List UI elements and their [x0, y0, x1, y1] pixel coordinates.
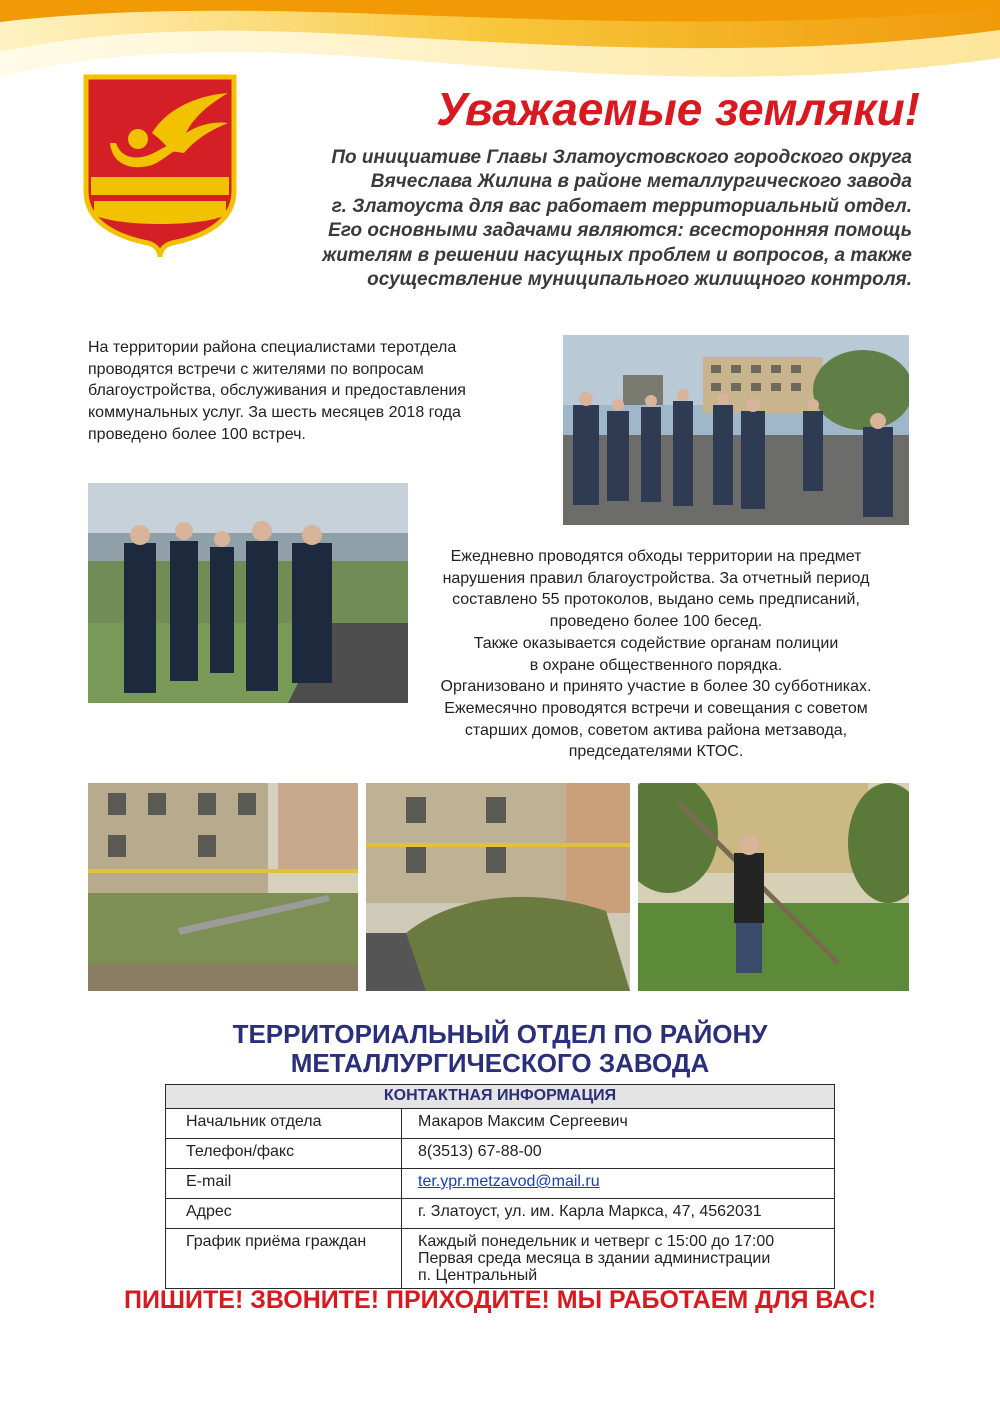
headline: Уважаемые земляки! [436, 83, 920, 135]
paragraph-line: нарушения правил благоустройства. За отчетный период [442, 569, 870, 587]
intro-line: Вячеслава Жилина в районе металлургического завода [370, 171, 912, 193]
email-link[interactable]: ter.ypr.metzavod@mail.ru [418, 1173, 600, 1190]
contact-row [166, 1199, 835, 1229]
coat-of-arms-logo [82, 73, 238, 259]
contact-value: Макаров Максим Сергеевич [402, 1109, 835, 1139]
intro-line: По инициативе Главы Златоустовского городского округа [331, 147, 912, 168]
photo-yard-cleanup-2 [366, 783, 630, 991]
contact-table [165, 1084, 835, 1289]
department-title [100, 1020, 900, 1078]
schedule-line: п. Центральный [418, 1267, 538, 1284]
contact-value: г. Златоуст, ул. им. Карла Маркса, 47, 4562031 [402, 1199, 835, 1229]
department-title-line: МЕТАЛЛУРГИЧЕСКОГО ЗАВОДА [290, 1048, 710, 1078]
photo-tree-cutting [638, 783, 909, 991]
contact-label: График приёма граждан [166, 1229, 402, 1289]
contact-row [166, 1169, 835, 1199]
contact-row [166, 1139, 835, 1169]
contact-header: КОНТАКТНАЯ ИНФОРМАЦИЯ [166, 1085, 835, 1109]
meetings-paragraph [88, 337, 528, 446]
paragraph-line: Организовано и принято участие в более 30 субботниках. [440, 678, 872, 696]
contact-row [166, 1229, 835, 1289]
intro-line: осуществление муниципального жилищного контроля. [367, 269, 912, 291]
contact-value [402, 1169, 835, 1199]
photo-police-patrol [88, 483, 408, 703]
paragraph-line: Ежемесячно проводятся встречи и совещания с советом [444, 699, 868, 717]
photo-residents-meeting [563, 335, 909, 525]
intro-text [300, 146, 912, 292]
contact-row [166, 1109, 835, 1139]
paragraph-line: Также оказывается содействие органам полиции [473, 634, 839, 652]
schedule-line: Каждый понедельник и четверг с 15:00 до 17:00 [418, 1233, 775, 1250]
contact-label: Начальник отдела [166, 1109, 402, 1139]
intro-line: г. Златоуста для вас работает территориальный отдел. [331, 195, 912, 217]
slogan: ПИШИТЕ! ЗВОНИТЕ! ПРИХОДИТЕ! МЫ РАБОТАЕМ ДЛЯ ВАС! [123, 1286, 877, 1314]
department-title-line: ТЕРРИТОРИАЛЬНЫЙ ОТДЕЛ ПО РАЙОНУ [232, 1019, 768, 1049]
paragraph-line: старших домов, советом актива района метзавода, [464, 721, 848, 739]
paragraph-line: На территории района специалистами теротдела [88, 339, 457, 356]
contact-header-row [166, 1085, 835, 1109]
paragraph-line: проведено более 100 бесед. [549, 613, 763, 631]
paragraph-line: проведено более 100 встреч. [88, 425, 306, 443]
contact-label: Адрес [166, 1199, 402, 1229]
contact-label: Телефон/факс [166, 1139, 402, 1169]
contact-value [402, 1229, 835, 1289]
paragraph-line: Ежедневно проводятся обходы территории на предмет [450, 548, 862, 565]
schedule-line: Первая среда месяца в здании администрации [418, 1250, 771, 1267]
intro-line: Его основными задачами являются: всесторонняя помощь [328, 220, 912, 242]
contact-label: E-mail [166, 1169, 402, 1199]
paragraph-line: составлено 55 протоколов, выдано семь предписаний, [452, 591, 860, 609]
paragraph-line: коммунальных услуг. За шесть месяцев 2018 года [88, 404, 461, 422]
photo-yard-cleanup-1 [88, 783, 358, 991]
paragraph-line: председателями КТОС. [568, 743, 744, 761]
paragraph-line: в охране общественного порядка. [529, 656, 783, 674]
patrols-paragraph [400, 546, 912, 763]
intro-line: жителям в решении насущных проблем и вопросов, а также [322, 244, 912, 266]
contact-value: 8(3513) 67-88-00 [402, 1139, 835, 1169]
paragraph-line: благоустройства, обслуживания и предоставления [88, 382, 466, 400]
paragraph-line: проводятся встречи с жителями по вопросам [88, 360, 424, 378]
